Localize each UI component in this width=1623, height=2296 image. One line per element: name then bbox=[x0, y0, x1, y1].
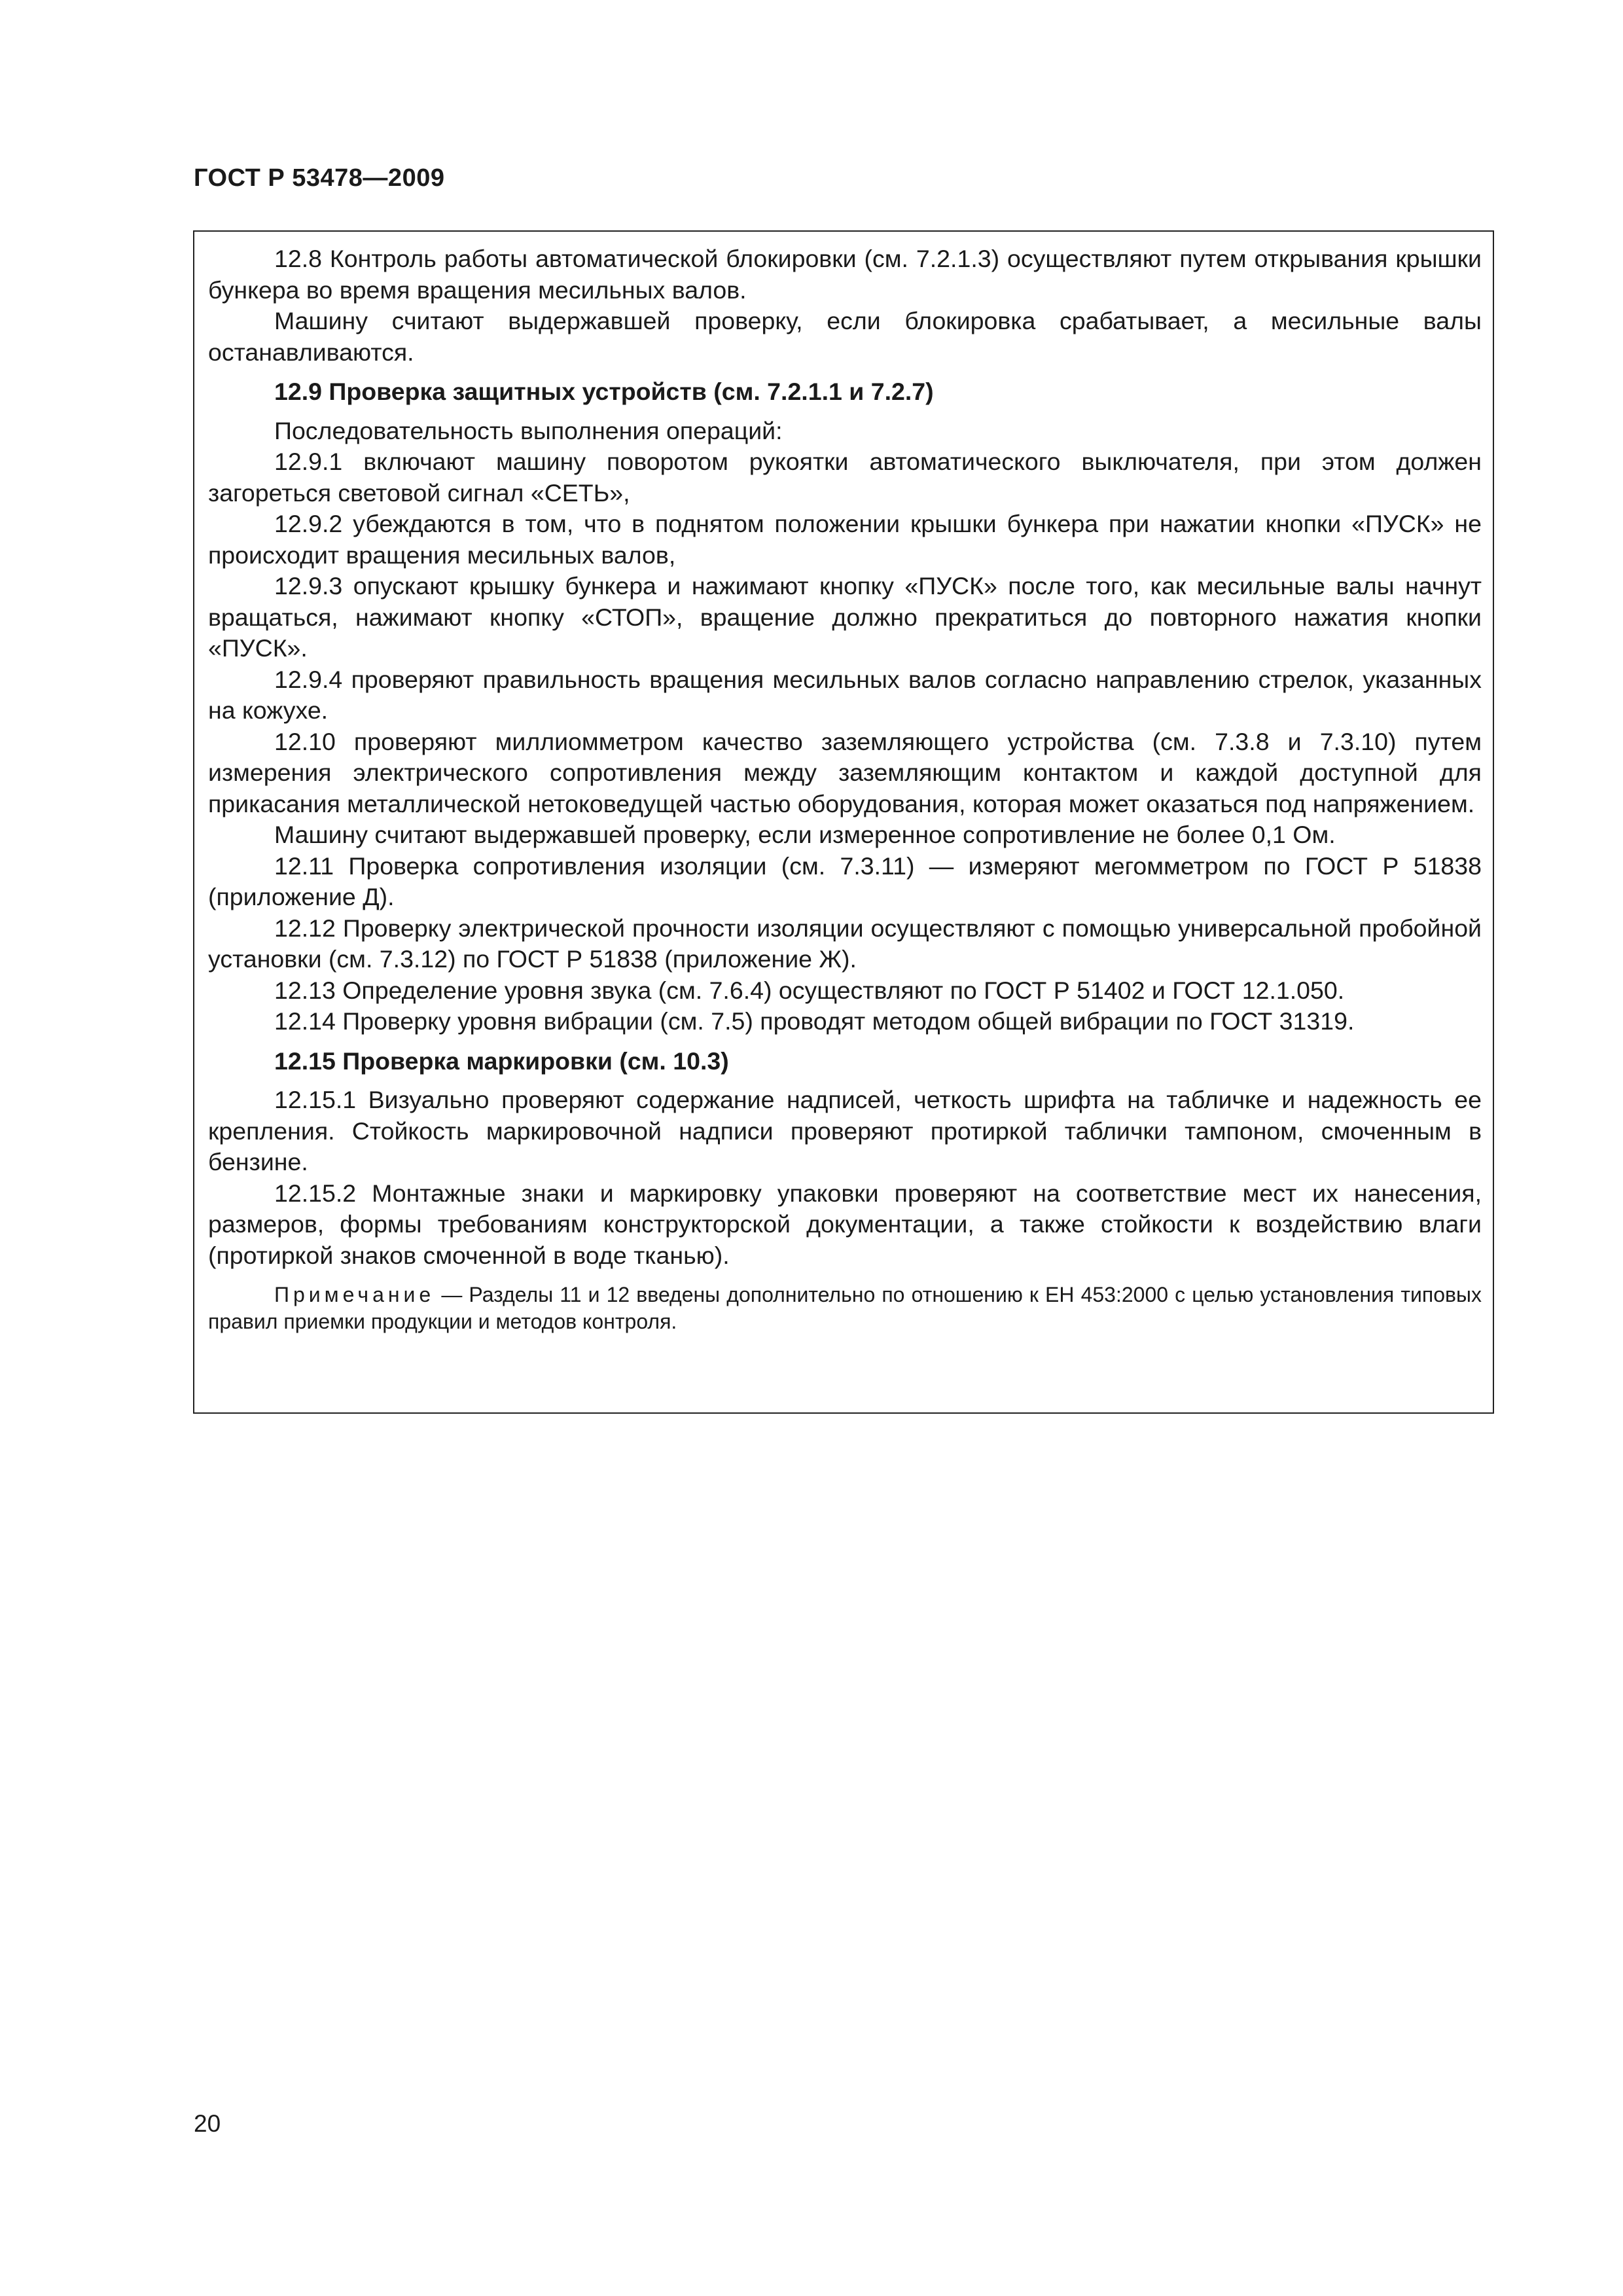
paragraph-12-13: 12.13 Определение уровня звука (см. 7.6.4) осуществляют по ГОСТ Р 51402 и ГОСТ 12.1.050. bbox=[274, 976, 1345, 1004]
paragraph-12-10-result: Машину считают выдержавшей проверку, если измеренное сопротивление не более 0,1 Ом. bbox=[274, 821, 1336, 848]
paragraph-12-15-1: 12.15.1 Визуально проверяют содержание надписей, четкость шрифта на табличке и надежность ее крепления. Стойкость маркировочной надписи проверяют протиркой таблички тампоном, смоченным в бензине. bbox=[208, 1086, 1482, 1175]
paragraph-12-15-2: 12.15.2 Монтажные знаки и маркировку упаковки проверяют на соответствие мест их нанесения, размеров, формы требованиям конструкторской документации, а также стойкости к воздействию влаги (протиркой знаков смоченной в воде тканью). bbox=[208, 1179, 1482, 1269]
document-code-header: ГОСТ Р 53478—2009 bbox=[194, 164, 445, 192]
note bbox=[208, 1282, 1482, 1335]
paragraph-12-9-3: 12.9.3 опускают крышку бункера и нажимают кнопку «ПУСК» после того, как месильные валы начнут вращаться, нажимают кнопку «СТОП», вращение должно прекратиться до повторного нажатия кнопки «ПУСК». bbox=[208, 572, 1482, 662]
paragraph-12-9-2: 12.9.2 убеждаются в том, что в поднятом положении крышки бункера при нажатии кнопки «ПУСК» не происходит вращения месильных валов, bbox=[208, 510, 1482, 569]
paragraph-12-14: 12.14 Проверку уровня вибрации (см. 7.5) проводят методом общей вибрации по ГОСТ 31319. bbox=[274, 1007, 1355, 1035]
paragraph-12-8-result: Машину считают выдержавшей проверку, если блокировка срабатывает, а месильные валы останавливаются. bbox=[208, 307, 1482, 366]
document-body bbox=[208, 243, 1482, 1335]
section-heading-12-9: 12.9 Проверка защитных устройств (см. 7.2.1.1 и 7.2.7) bbox=[274, 378, 934, 405]
paragraph-12-10: 12.10 проверяют миллиомметром качество заземляющего устройства (см. 7.3.8 и 7.3.10) путем измерения электрического сопротивления между заземляющим контактом и каждой доступной для прикасания металлической нетоковедущей частью оборудования, которая может оказаться под напряжением. bbox=[208, 727, 1482, 817]
section-heading-12-15: 12.15 Проверка маркировки (см. 10.3) bbox=[274, 1047, 729, 1075]
paragraph-12-11: 12.11 Проверка сопротивления изоляции (см. 7.3.11) — измеряют мегомметром по ГОСТ Р 51838 (приложение Д). bbox=[208, 852, 1482, 910]
page-number: 20 bbox=[194, 2110, 221, 2137]
paragraph-12-8: 12.8 Контроль работы автоматической блокировки (см. 7.2.1.3) осуществляют путем открывания крышки бункера во время вращения месильных валов. bbox=[208, 245, 1482, 304]
note-label: Примечание bbox=[274, 1283, 435, 1306]
paragraph-12-9-4: 12.9.4 проверяют правильность вращения месильных валов согласно направлению стрелок, указанных на кожухе. bbox=[208, 665, 1482, 724]
paragraph-12-12: 12.12 Проверку электрической прочности изоляции осуществляют с помощью универсальной пробойной установки (см. 7.3.12) по ГОСТ Р 51838 (приложение Ж). bbox=[208, 914, 1482, 973]
paragraph-12-9-1: 12.9.1 включают машину поворотом рукоятки автоматического выключателя, при этом должен загореться световой сигнал «СЕТЬ», bbox=[208, 448, 1482, 507]
note-text: — Разделы 11 и 12 введены дополнительно по отношению к ЕН 453:2000 с целью установления типовых правил приемки продукции и методов контроля. bbox=[208, 1283, 1482, 1333]
paragraph-sequence: Последовательность выполнения операций: bbox=[274, 416, 783, 444]
